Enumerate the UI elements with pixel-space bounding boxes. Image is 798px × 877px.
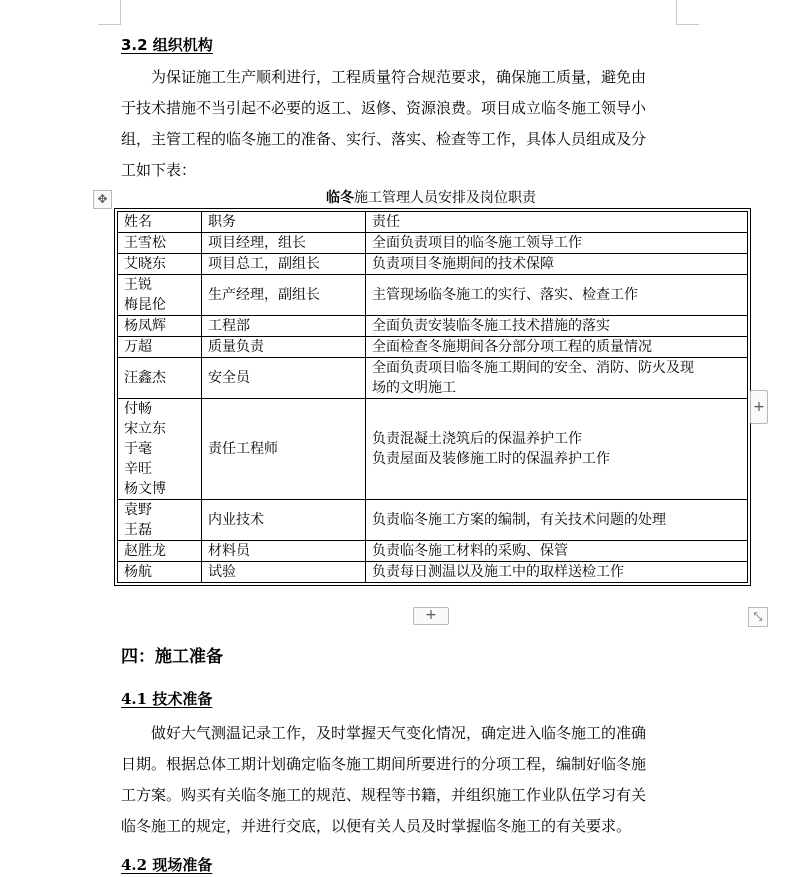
table-row [118, 254, 748, 275]
intro-line: 为保证施工生产顺利进行，工程质量符合规范要求，确保施工质量，避免由 [151, 68, 647, 86]
name-cell[interactable] [118, 541, 202, 562]
duty-line: 全面检查冬施期间各分部分项工程的质量情况 [372, 339, 652, 355]
staff-name: 王锐 [124, 277, 152, 293]
duty-cell[interactable] [366, 254, 748, 275]
table-row [118, 337, 748, 358]
duty-line: 全面负责项目临冬施工期间的安全、消防、防火及现 [372, 360, 694, 376]
page-corner-mark-top-left [98, 0, 121, 25]
table-row [118, 275, 748, 316]
staff-name: 付畅 [124, 401, 152, 417]
name-cell[interactable] [118, 399, 202, 500]
duty-cell[interactable] [366, 337, 748, 358]
page-corner-mark-top-right [676, 0, 699, 25]
duty-line: 负责混凝土浇筑后的保温养护工作 [372, 431, 582, 447]
table-row [118, 316, 748, 337]
staff-name: 杨文博 [124, 481, 166, 497]
intro-line: 于技术措施不当引起不必要的返工、返修、资源浪费。项目成立临冬施工领导小 [121, 99, 647, 117]
paragraph-line: 临冬施工的规定，并进行交底，以便有关人员及时掌握临冬施工的有关要求。 [121, 817, 632, 835]
duty-cell[interactable] [366, 233, 748, 254]
staff-name: 梅昆伦 [124, 297, 166, 313]
duty-line: 负责临冬施工材料的采购、保管 [372, 543, 568, 559]
table-move-handle-icon[interactable]: ✥ [93, 190, 112, 209]
role-cell[interactable]: 工程部 [202, 316, 366, 337]
name-cell[interactable] [118, 358, 202, 399]
name-cell[interactable] [118, 316, 202, 337]
table-row [118, 233, 748, 254]
name-cell[interactable] [118, 254, 202, 275]
staff-name: 万超 [124, 339, 152, 355]
duty-line: 负责临冬施工方案的编制，有关技术问题的处理 [372, 512, 666, 528]
role-cell[interactable]: 内业技术 [202, 500, 366, 541]
staff-name: 王磊 [124, 522, 152, 538]
staff-table[interactable] [117, 211, 748, 583]
staff-name: 杨凤辉 [124, 318, 166, 334]
table-caption-rest: 施工管理人员安排及岗位职责 [354, 190, 536, 206]
staff-name: 辛旺 [124, 461, 152, 477]
header-cell-duty[interactable]: 责任 [366, 212, 748, 233]
paragraph-line: 日期。根据总体工期计划确定临冬施工期间所要进行的分项工程，编制好临冬施 [121, 755, 647, 773]
paragraph-line: 做好大气测温记录工作，及时掌握天气变化情况，确定进入临冬施工的准确 [151, 724, 647, 742]
duty-cell[interactable] [366, 500, 748, 541]
section-heading-4-1: 4.1 技术准备 [121, 690, 213, 708]
table-row [118, 562, 748, 583]
staff-name: 王雪松 [124, 235, 166, 251]
table-resize-icon[interactable]: ⤡ [748, 607, 768, 627]
role-cell[interactable]: 生产经理，副组长 [202, 275, 366, 316]
duty-line: 场的文明施工 [372, 380, 456, 396]
role-cell[interactable]: 质量负责 [202, 337, 366, 358]
intro-line: 组，主管工程的临冬施工的准备、实行、落实、检查等工作，具体人员组成及分 [121, 130, 647, 148]
table-row [118, 500, 748, 541]
duty-cell[interactable] [366, 562, 748, 583]
duty-line: 负责项目冬施期间的技术保障 [372, 256, 554, 272]
role-cell[interactable]: 项目总工，副组长 [202, 254, 366, 275]
table-caption-strong: 临冬 [326, 190, 354, 206]
duty-cell[interactable] [366, 275, 748, 316]
duty-line: 全面负责安装临冬施工技术措施的落实 [372, 318, 610, 334]
table-caption [114, 187, 748, 207]
section-heading-3-2: 3.2 组织机构 [121, 36, 213, 54]
duty-line: 主管现场临冬施工的实行、落实、检查工作 [372, 287, 638, 303]
staff-name: 袁野 [124, 502, 152, 518]
staff-name: 于毫 [124, 441, 152, 457]
duty-cell[interactable] [366, 316, 748, 337]
duty-cell[interactable] [366, 541, 748, 562]
staff-table-frame [114, 208, 751, 586]
add-column-plus-icon[interactable]: + [750, 390, 768, 424]
name-cell[interactable] [118, 562, 202, 583]
table-row [118, 399, 748, 500]
intro-paragraph [121, 62, 677, 186]
name-cell[interactable] [118, 275, 202, 316]
section-heading-4-2: 4.2 现场准备 [121, 856, 213, 874]
name-cell[interactable] [118, 337, 202, 358]
chapter-heading-4: 四：施工准备 [121, 647, 223, 667]
add-row-plus-icon[interactable]: + [413, 607, 449, 625]
staff-name: 汪鑫杰 [124, 370, 166, 386]
table-row [118, 541, 748, 562]
role-cell[interactable]: 试验 [202, 562, 366, 583]
intro-line: 工如下表： [121, 161, 197, 179]
name-cell[interactable] [118, 233, 202, 254]
staff-name: 杨航 [124, 564, 152, 580]
header-cell-role[interactable]: 职务 [202, 212, 366, 233]
table-header-row [118, 212, 748, 233]
duty-line: 全面负责项目的临冬施工领导工作 [372, 235, 582, 251]
role-cell[interactable]: 责任工程师 [202, 399, 366, 500]
technical-prep-paragraph [121, 718, 677, 842]
duty-line: 负责屋面及装修施工时的保温养护工作 [372, 451, 610, 467]
staff-name: 宋立东 [124, 421, 166, 437]
header-cell-name[interactable]: 姓名 [118, 212, 202, 233]
role-cell[interactable]: 安全员 [202, 358, 366, 399]
duty-cell[interactable] [366, 358, 748, 399]
paragraph-line: 工方案。购买有关临冬施工的规范、规程等书籍，并组织施工作业队伍学习有关 [121, 786, 647, 804]
role-cell[interactable]: 材料员 [202, 541, 366, 562]
staff-name: 艾晓东 [124, 256, 166, 272]
duty-cell[interactable] [366, 399, 748, 500]
name-cell[interactable] [118, 500, 202, 541]
table-row [118, 358, 748, 399]
staff-name: 赵胜龙 [124, 543, 166, 559]
duty-line: 负责每日测温以及施工中的取样送检工作 [372, 564, 624, 580]
role-cell[interactable]: 项目经理，组长 [202, 233, 366, 254]
